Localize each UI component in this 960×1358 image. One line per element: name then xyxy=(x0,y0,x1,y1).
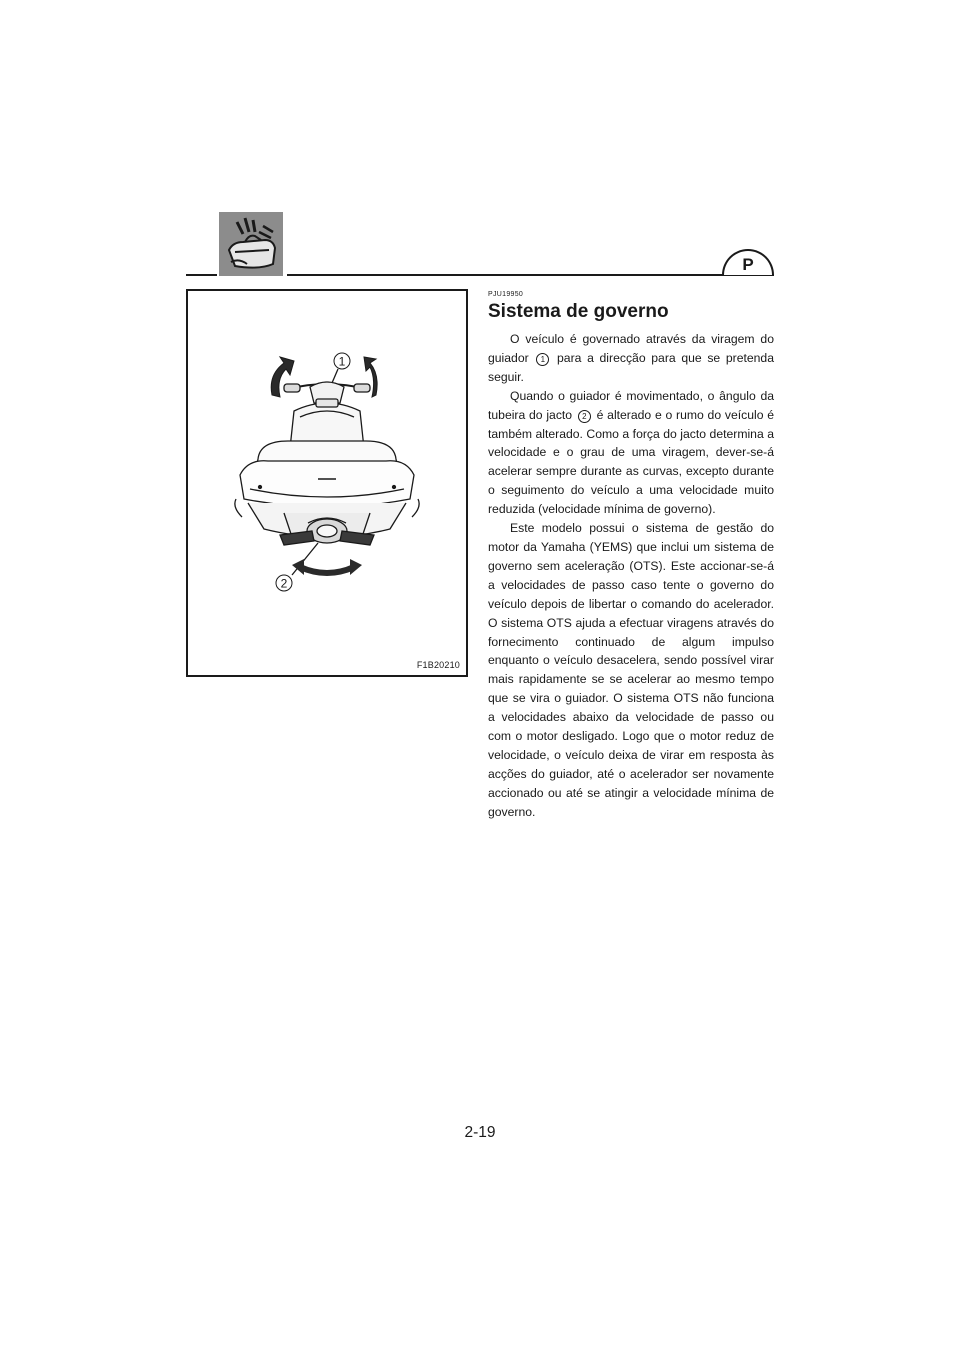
text-column xyxy=(488,290,774,822)
ref-2: 2 xyxy=(578,410,591,423)
p1-text-b: para a direcção para que se pretenda seguir. xyxy=(488,350,774,384)
section-code: PJU19950 xyxy=(488,291,524,298)
p2-text-b: é alterado e o rumo do veículo é também alterado. Como a força do jacto determina a velocidade e o grau de uma viragem, dever-se-á acelerar sempre durante as curvas, excepto durante o seguimento do veículo a uma velocidade muito reduzida (velocidade mínima de governo). xyxy=(488,407,775,517)
figure-code: F1B20210 xyxy=(416,660,460,670)
page-number: 2-19 xyxy=(464,1124,496,1141)
jetski-rear-illustration xyxy=(188,291,466,675)
ref-1: 1 xyxy=(536,353,549,366)
p1-text-a: O veículo é governado através da viragem do guiador xyxy=(488,332,774,365)
section-title: Sistema de governo xyxy=(488,301,669,322)
header-rule-right xyxy=(287,274,774,276)
callout-2: 2 xyxy=(280,576,288,591)
callout-1: 1 xyxy=(338,354,346,369)
header-rule-left xyxy=(186,274,217,276)
p2-text-a: Quando o guiador é movimentado, o ângulo da tubeira do jacto xyxy=(488,388,774,422)
language-badge: P xyxy=(722,249,774,275)
jetski-wave-icon xyxy=(219,212,283,276)
paragraph-1 xyxy=(488,330,774,387)
steering-figure xyxy=(186,289,468,677)
paragraph-2 xyxy=(488,387,774,519)
paragraph-3: Este modelo possui o sistema de gestão do motor da Yamaha (YEMS) que inclui um sistema de governo sem aceleração (OTS). Este accionar-se-á a velocidades de passo caso tente o governo do veículo depois de libertar o comando do acelerador. O sistema OTS ajuda a efectuar viragens através do fornecimento continuado de algum impulso enquanto o veículo desacelera, sendo possível virar mais rapidamente se se acelerar ao mesmo tempo que se vira o guiador. O sistema OTS não funciona a velocidades abaixo da velocidade de passo ou com o motor desligado. Logo que o motor reduz de velocidade, o veículo deixa de virar em resposta às acções do guiador, até o acelerador ser novamente accionado ou até se atingir a velocidade mínima de governo. xyxy=(488,521,774,819)
